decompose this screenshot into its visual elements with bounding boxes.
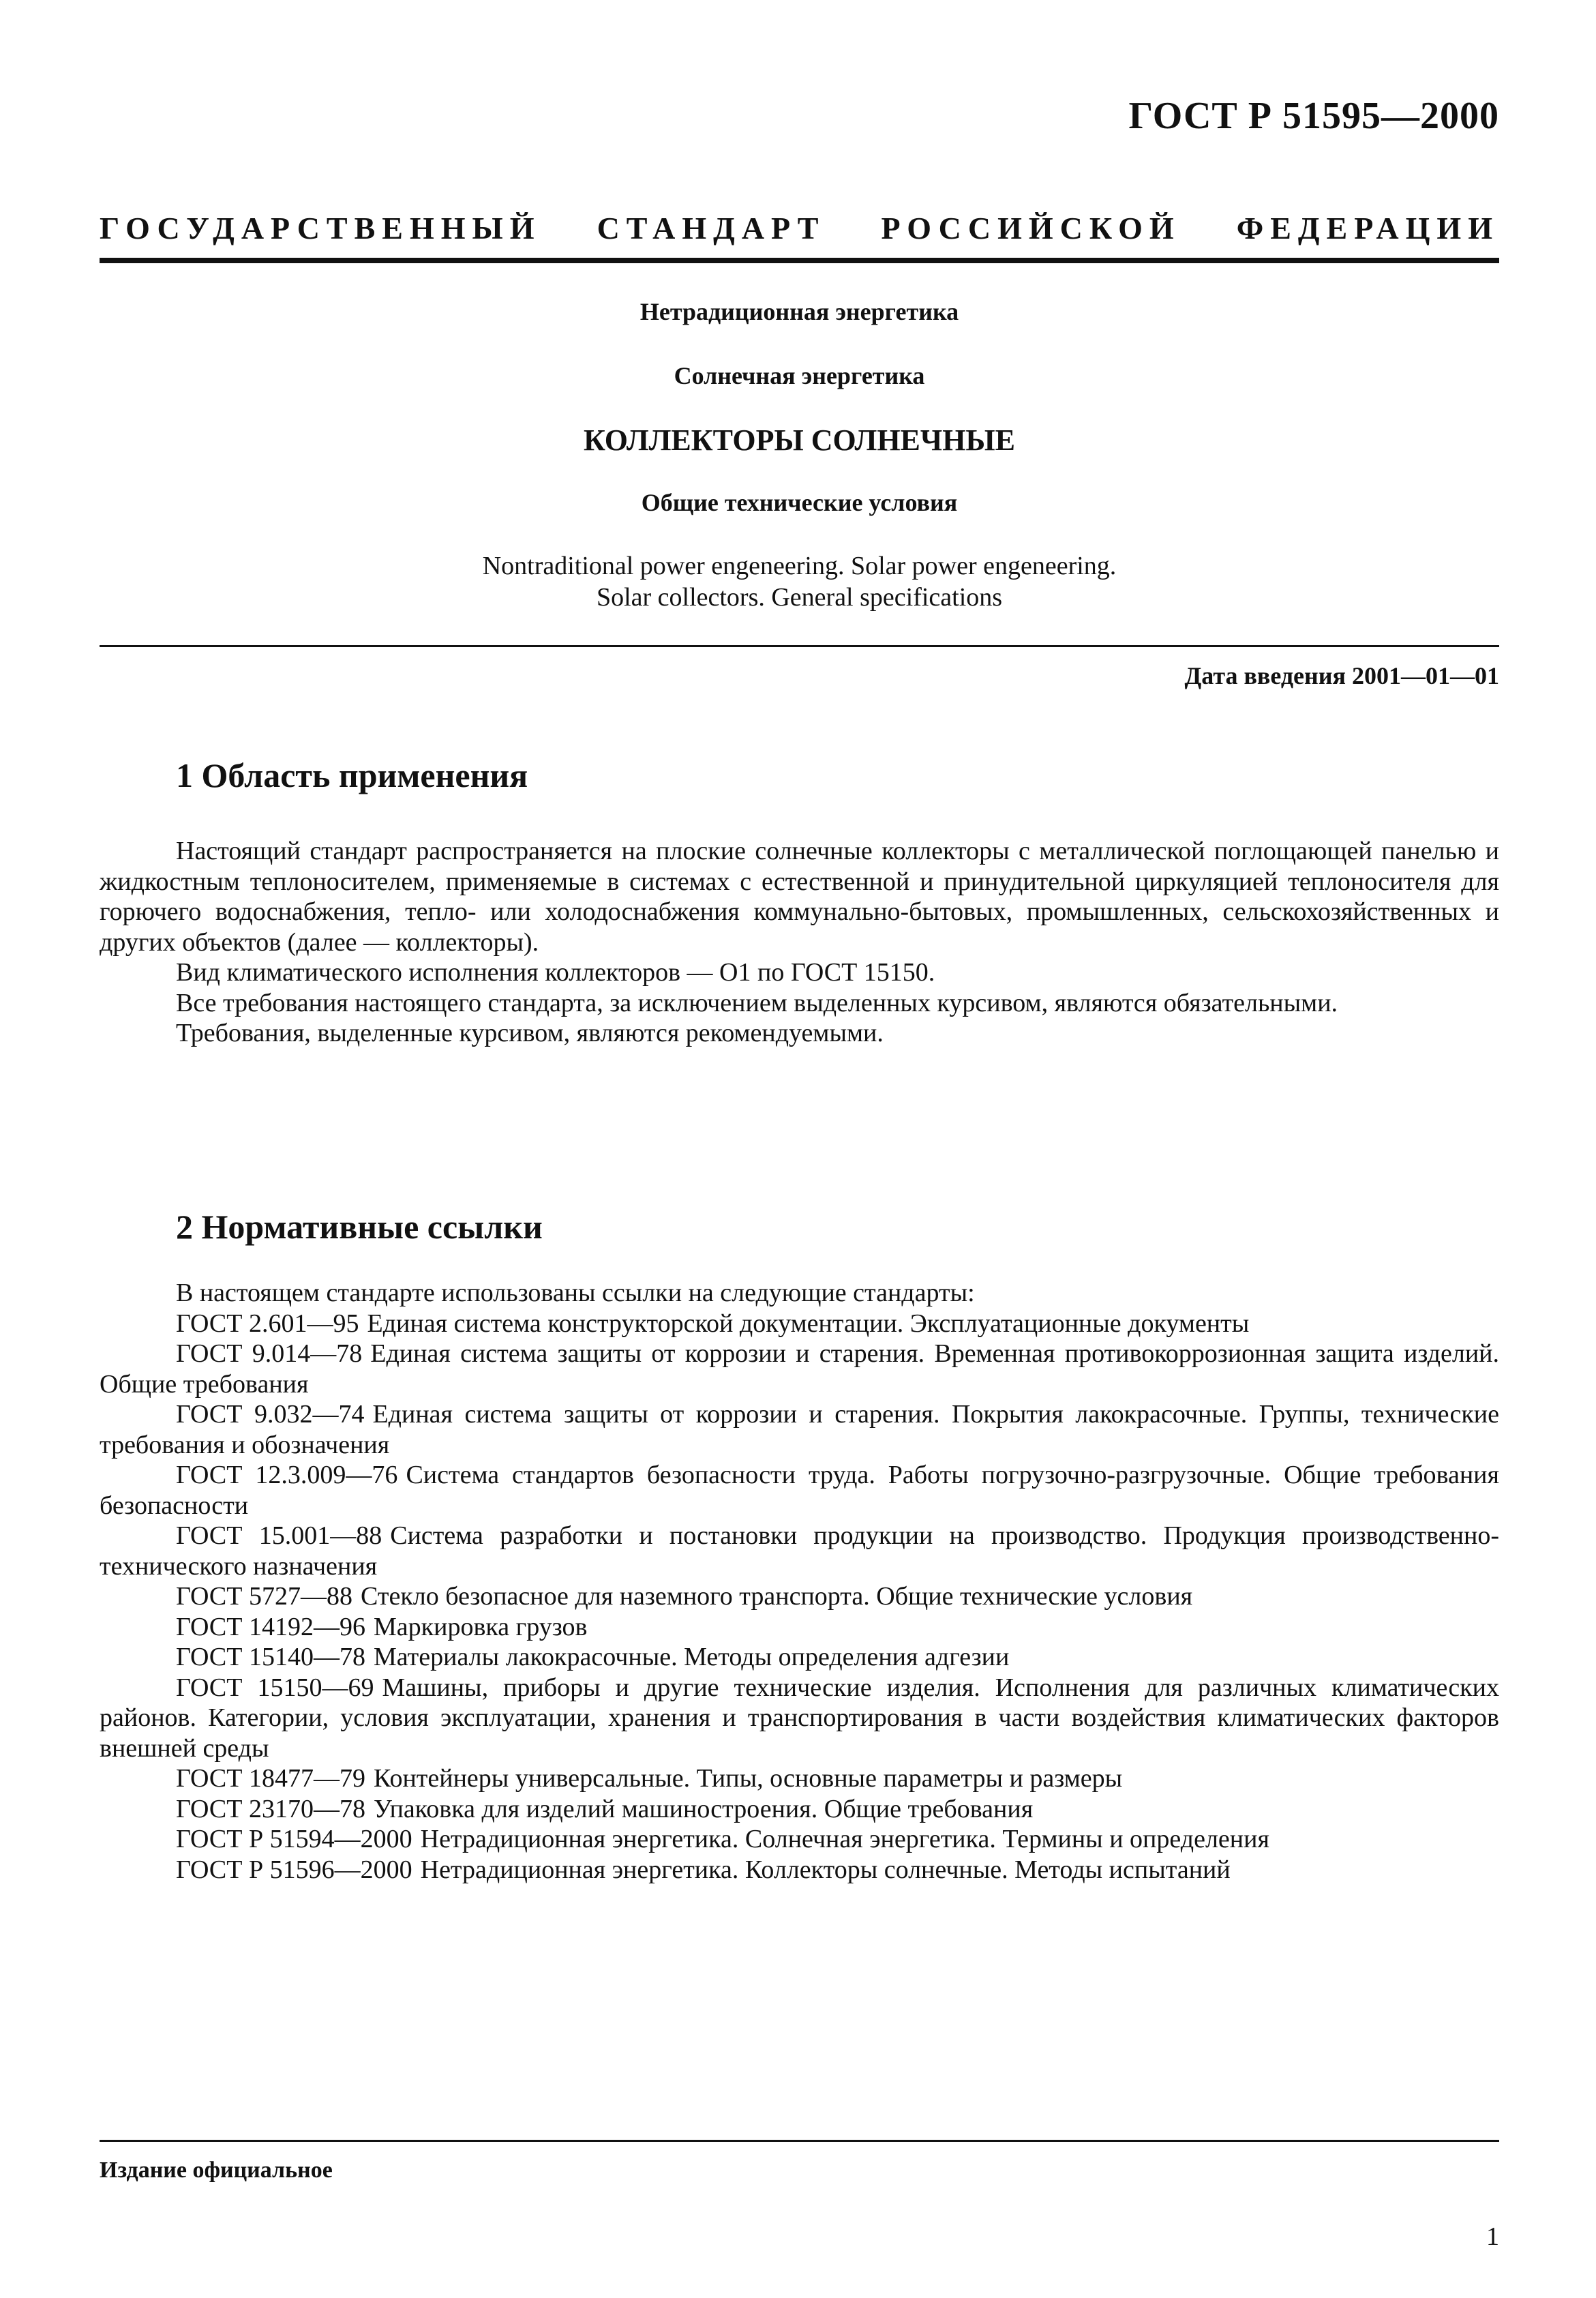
reference-code: ГОСТ 15150—69 [176,1673,374,1702]
reference-title: Нетрадиционная энергетика. Солнечная энергетика. Термины и определения [420,1825,1269,1853]
reference-item [100,1855,1499,1885]
reference-title: Машины, приборы и другие технические изделия. Исполнения для различных климатических районов. Категории, условия эксплуатации, хранения и транспортирования в части воздействия климатических факторов внешней среды [100,1673,1499,1763]
section-1-paragraph: Требования, выделенные курсивом, являются рекомендуемыми. [176,1019,884,1047]
reference-code: ГОСТ 9.014—78 [176,1339,363,1368]
reference-item [100,1521,1499,1581]
section-1-paragraph: Все требования настоящего стандарта, за исключением выделенных курсивом, являются обязательными. [176,988,1338,1017]
reference-item [100,1794,1499,1825]
reference-code: ГОСТ 5727—88 [176,1582,352,1611]
introduction-date: Дата введения 2001—01—01 [1184,662,1499,689]
reference-title: Контейнеры универсальные. Типы, основные параметры и размеры [374,1764,1123,1793]
reference-item [100,1309,1499,1339]
section-2-body [100,1278,1499,1885]
reference-title: Материалы лакокрасочные. Методы определения адгезии [374,1643,1010,1671]
reference-title: Единая система защиты от коррозии и старения. Временная противокоррозионная защита изделий. Общие требования [100,1339,1499,1399]
reference-item [100,1339,1499,1399]
section-1-heading: 1 Область применения [176,756,528,794]
reference-code: ГОСТ 12.3.009—76 [176,1461,398,1489]
reference-item [100,1824,1499,1855]
document-id: ГОСТ Р 51595—2000 [1128,95,1499,137]
reference-code: ГОСТ 18477—79 [176,1764,365,1793]
document-subtitle: Общие технические условия [641,489,958,516]
reference-code: ГОСТ 2.601—95 [176,1309,359,1338]
subject-line-2: Солнечная энергетика [674,362,925,389]
reference-title: Нетрадиционная энергетика. Коллекторы солнечные. Методы испытаний [420,1855,1231,1884]
reference-title: Единая система конструкторской документации. Эксплуатационные документы [367,1309,1250,1338]
header-rule [100,258,1499,263]
reference-code: ГОСТ Р 51594—2000 [176,1825,412,1853]
reference-title: Единая система защиты от коррозии и старения. Покрытия лакокрасочные. Группы, технические требования и обозначения [100,1400,1499,1459]
reference-item [100,1581,1499,1612]
reference-title: Упаковка для изделий машиностроения. Общие требования [374,1794,1034,1823]
title-block-rule [100,645,1499,647]
reference-item [100,1642,1499,1673]
reference-item [100,1399,1499,1460]
reference-title: Стекло безопасное для наземного транспорта. Общие технические условия [361,1582,1193,1611]
reference-item [100,1460,1499,1521]
footer-rule [100,2140,1499,2142]
reference-item [100,1612,1499,1643]
reference-code: ГОСТ Р 51596—2000 [176,1855,412,1884]
reference-code: ГОСТ 15140—78 [176,1643,365,1671]
reference-code: ГОСТ 23170—78 [176,1794,365,1823]
reference-code: ГОСТ 15.001—88 [176,1521,382,1550]
section-2-heading: 2 Нормативные ссылки [176,1208,543,1246]
state-standard-banner: ГОСУДАРСТВЕННЫЙ СТАНДАРТ РОССИЙСКОЙ ФЕДЕРАЦИИ [100,211,1499,245]
section-2-intro: В настоящем стандарте использованы ссылки на следующие стандарты: [176,1279,975,1307]
reference-title: Система разработки и постановки продукции на производство. Продукция производственно-технического назначения [100,1521,1499,1581]
section-1-paragraph: Настоящий стандарт распространяется на плоские солнечные коллекторы с металлической поглощающей панелью и жидкостным теплоносителем, применяемые в системах с естественной и принудительной циркуляцией теплоносителя для горючего водоснабжения, тепло- или холодоснабжения коммунально-бытовых, промышленных, сельскохозяйственных и других объектов (далее — коллекторы). [100,837,1499,957]
reference-code: ГОСТ 9.032—74 [176,1400,365,1429]
section-1-paragraph: Вид климатического исполнения коллекторов — О1 по ГОСТ 15150. [176,958,935,987]
subject-line-1: Нетрадиционная энергетика [639,298,959,325]
page-number: 1 [1486,2222,1499,2251]
english-title-line-1: Nontraditional power engeneering. Solar power engeneering. [482,552,1117,580]
english-title-line-2: Solar collectors. General specifications [596,583,1003,612]
reference-code: ГОСТ 14192—96 [176,1612,365,1641]
section-1-body [100,836,1499,1049]
reference-item [100,1673,1499,1764]
reference-title: Система стандартов безопасности труда. Работы погрузочно-разгрузочные. Общие требования безопасности [100,1461,1499,1520]
reference-item [100,1763,1499,1794]
reference-title: Маркировка грузов [374,1612,588,1641]
document-title: КОЛЛЕКТОРЫ СОЛНЕЧНЫЕ [584,423,1015,457]
edition-label: Издание официальное [100,2158,333,2183]
